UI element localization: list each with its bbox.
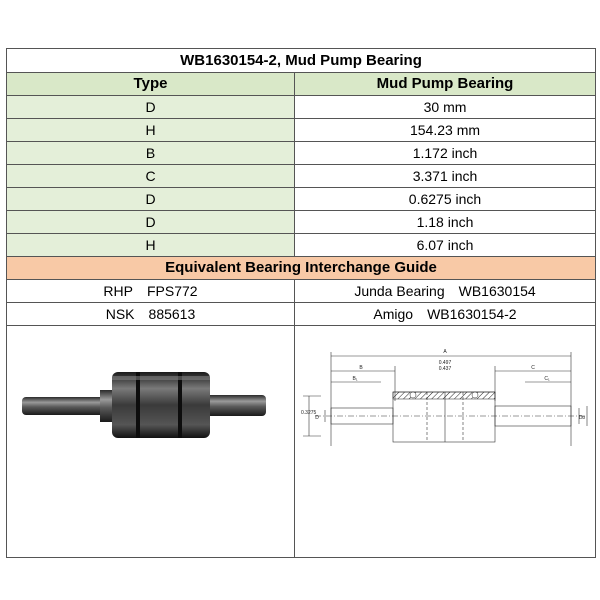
part-number: FPS772 [146, 283, 198, 299]
param-value: 6.07 inch [295, 234, 596, 257]
brand-name: NSK [105, 306, 135, 322]
brand-name: Amigo [373, 306, 414, 322]
brand-name: RHP [103, 283, 133, 299]
param-value: 3.371 inch [295, 165, 596, 188]
param-label: D [7, 211, 295, 234]
dim-label-c1: C₁ [544, 376, 550, 382]
table-row [7, 280, 596, 303]
bearing-technical-drawing [295, 326, 595, 552]
param-value: 30 mm [295, 96, 596, 119]
table-row [7, 303, 596, 326]
param-value: 1.18 inch [295, 211, 596, 234]
param-label: H [7, 119, 295, 142]
table-row [7, 96, 596, 119]
equivalent-right [295, 303, 596, 326]
equivalent-right [295, 280, 596, 303]
guide-row [7, 257, 596, 280]
equivalent-left [7, 303, 295, 326]
dim-label-left: 0.3275 [301, 410, 317, 416]
part-number: 885613 [148, 306, 196, 322]
dim-label-b1: B₁ [352, 376, 358, 382]
param-label: D [7, 96, 295, 119]
bearing-drawing-cell [295, 326, 596, 558]
dim-label-c: C [531, 365, 535, 371]
param-label: C [7, 165, 295, 188]
bearing-photo-cell [7, 326, 295, 558]
spec-table [6, 48, 596, 558]
header-type: Type [7, 73, 295, 96]
param-value: 0.6275 inch [295, 188, 596, 211]
table-row [7, 234, 596, 257]
dim-label-a: A [443, 349, 447, 355]
part-number: WB1630154 [458, 283, 536, 299]
title-row [7, 49, 596, 73]
dim-label-db: Dᴅ [578, 415, 586, 421]
brand-name: Junda Bearing [354, 283, 445, 299]
table-title: WB1630154-2, Mud Pump Bearing [7, 49, 596, 73]
header-value: Mud Pump Bearing [295, 73, 596, 96]
dim-label-b: B [359, 365, 363, 371]
param-value: 1.172 inch [295, 142, 596, 165]
interchange-guide-title: Equivalent Bearing Interchange Guide [7, 257, 596, 280]
bearing-photo [8, 326, 294, 552]
table-row [7, 211, 596, 234]
table-row [7, 142, 596, 165]
param-value: 154.23 mm [295, 119, 596, 142]
spec-sheet [6, 48, 595, 558]
table-row [7, 165, 596, 188]
part-number: WB1630154-2 [427, 306, 517, 322]
param-label: H [7, 234, 295, 257]
table-row [7, 119, 596, 142]
dim-label-d: D [315, 415, 319, 421]
image-row [7, 326, 596, 558]
table-row [7, 188, 596, 211]
dim-label-lower: 0.437 [438, 366, 452, 372]
dim-label-upper: 0.497 [438, 360, 452, 366]
equivalent-left [7, 280, 295, 303]
param-label: B [7, 142, 295, 165]
header-row [7, 73, 596, 96]
param-label: D [7, 188, 295, 211]
